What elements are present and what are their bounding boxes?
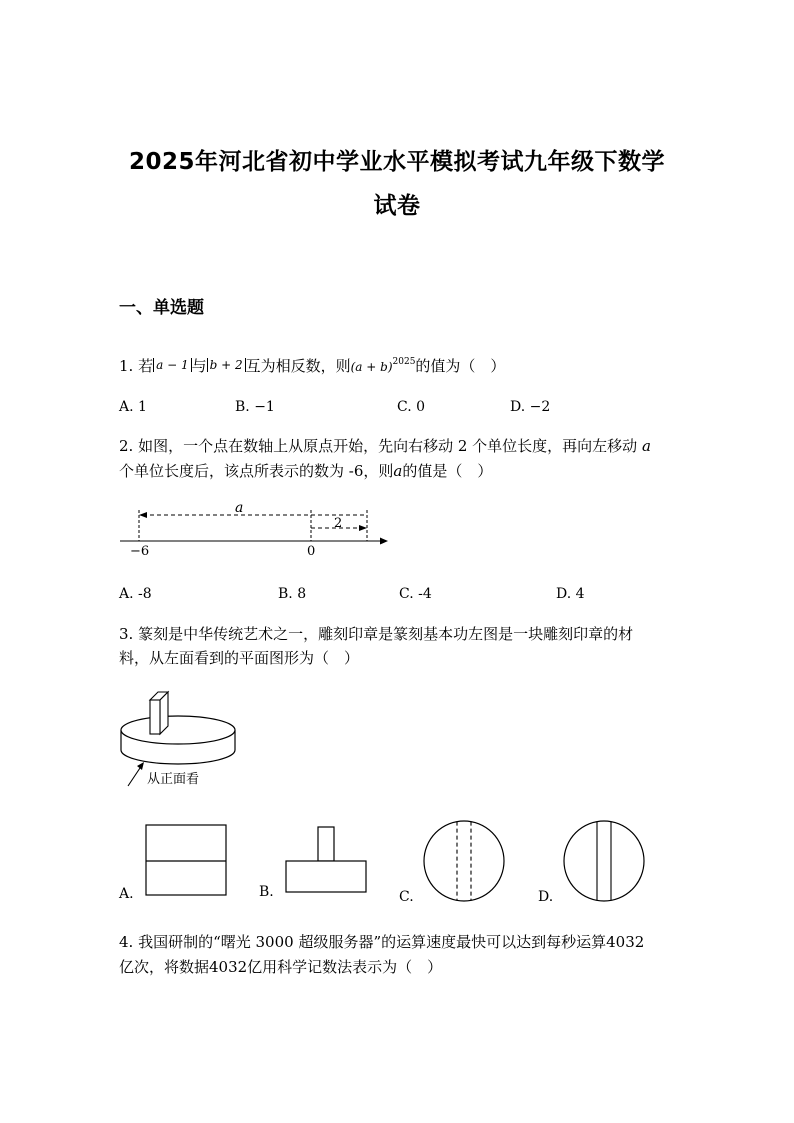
q2-option-a[interactable]: A. -8 [119, 586, 152, 602]
q3-option-c-label[interactable]: C. [399, 889, 414, 905]
question-4-line-1: 4. 我国研制的“曙光 3000 超级服务器”的运算速度最快可以达到每秒运算4032 [119, 933, 645, 951]
q2-option-c[interactable]: C. -4 [399, 586, 432, 602]
q1-pre: 若 [138, 357, 154, 375]
question-1-stem [119, 350, 505, 379]
q2-option-b[interactable]: B. 8 [278, 586, 307, 602]
q3-option-b-figure [285, 826, 370, 896]
number-line-arrow [380, 538, 388, 545]
two-arrow-head [359, 525, 367, 531]
label-a: a [235, 500, 244, 516]
q3-option-d-label[interactable]: D. [538, 889, 554, 905]
a-arrow-head [139, 512, 147, 518]
number-line-figure [110, 500, 410, 560]
q2-var-a-2: a [393, 462, 403, 480]
q1-option-b[interactable]: B. −1 [235, 399, 275, 415]
q1-abs-2: b + 2 [207, 358, 246, 372]
q1-number: 1. [119, 357, 134, 375]
q1-mid-1: 与 [191, 357, 207, 375]
question-2-line-2 [119, 459, 492, 483]
question-3-line-2: 料，从左面看到的平面图形为（ ） [119, 649, 360, 667]
front-view-label: 从正面看 [147, 772, 200, 787]
page-title [100, 140, 694, 228]
label-two: 2 [334, 516, 343, 531]
q1-option-a[interactable]: A. 1 [119, 399, 147, 415]
q3-option-a-figure [145, 824, 230, 899]
label-origin: 0 [307, 544, 316, 559]
q1-expr: (a + b) [350, 360, 393, 374]
question-2-line-1 [119, 434, 651, 458]
seal-figure [118, 688, 238, 798]
q3-option-d-figure [563, 820, 647, 904]
section-title: 一、单选题 [119, 298, 204, 318]
q3-option-c-figure [423, 820, 507, 904]
q2-line-2-pre: 个单位长度后，该点所表示的数为 -6，则 [119, 462, 394, 480]
q1-option-c[interactable]: C. 0 [397, 399, 426, 415]
q1-option-d[interactable]: D. −2 [510, 399, 551, 415]
q2-option-d[interactable]: D. 4 [556, 586, 585, 602]
q2-line-2-post: 的值是（ ） [402, 462, 493, 480]
title-line-2: 试卷 [373, 193, 421, 219]
question-4-line-2: 亿次，将数据4032亿用科学记数法表示为（ ） [119, 958, 443, 976]
q2-line-1-text: 2. 如图，一个点在数轴上从原点开始，先向右移动 2 个单位长度，再向左移动 [119, 437, 638, 455]
q1-exponent: 2025 [392, 357, 416, 367]
q2-var-a: a [641, 437, 651, 455]
label-minus-6: −6 [130, 544, 150, 559]
q3-option-b-label[interactable]: B. [259, 884, 274, 900]
question-3-line-1: 3. 篆刻是中华传统艺术之一，雕刻印章是篆刻基本功左图是一块雕刻印章的材 [119, 625, 634, 643]
title-line-1: 2025年河北省初中学业水平模拟考试九年级下数学 [128, 149, 665, 175]
q1-mid-2: 互为相反数，则 [245, 357, 351, 375]
q1-abs-1: a − 1 [153, 358, 191, 372]
q3-option-a-label[interactable]: A. [119, 886, 134, 902]
q1-post: 的值为（ ） [415, 357, 506, 375]
